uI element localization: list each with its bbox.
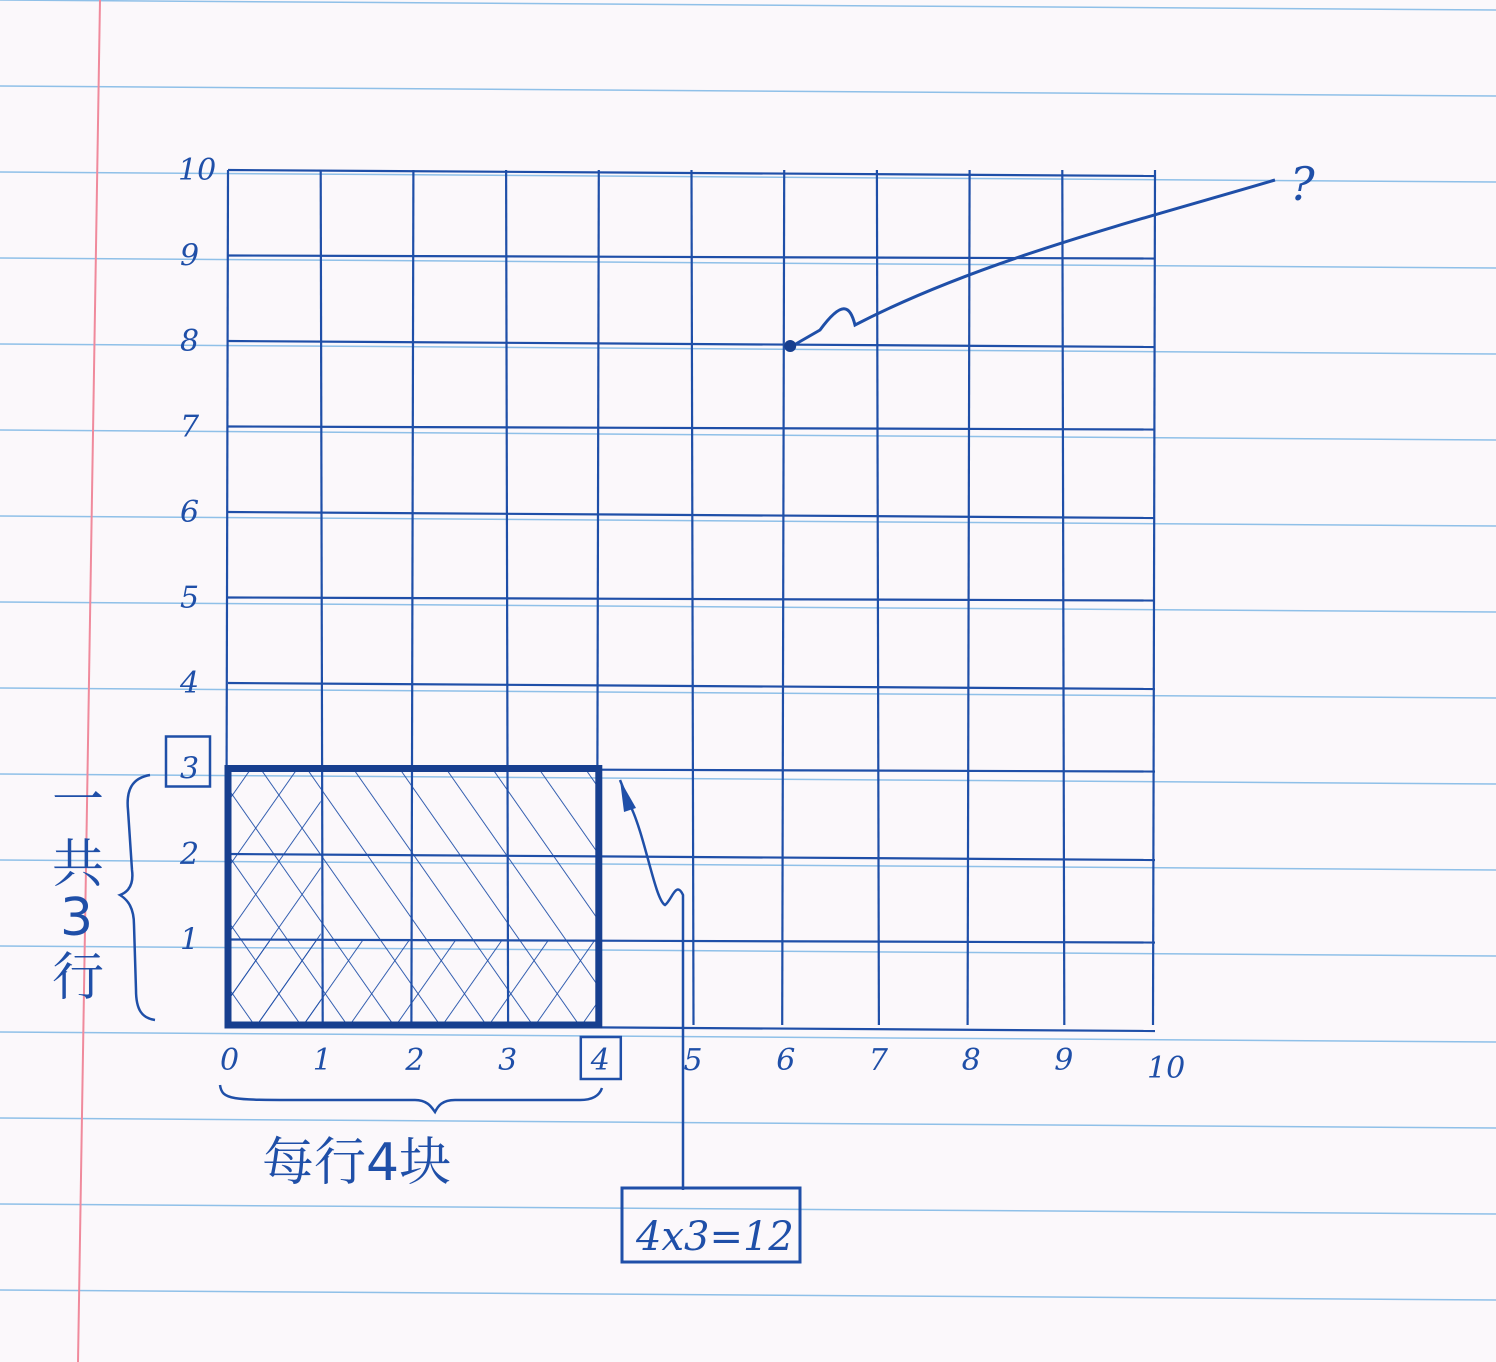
y-tick-label-1: 1: [180, 922, 200, 958]
y-tick-label-4: 4: [180, 666, 200, 701]
x-tick-label-9: 9: [1054, 1043, 1074, 1078]
total-rows-char-3: 3: [60, 888, 94, 948]
x-tick-label-1: 1: [312, 1043, 332, 1078]
y-tick-label-9: 9: [180, 238, 200, 274]
x-tick-label-8: 8: [961, 1043, 981, 1078]
hatched-region: [228, 769, 599, 1026]
total-rows-char-2: 共: [52, 835, 105, 895]
x-tick-label-2: 2: [405, 1043, 425, 1078]
total-rows-char-4: 行: [52, 948, 105, 1008]
hatch-layer-left-column: [228, 769, 321, 1026]
x-tick-label-5: 5: [683, 1043, 703, 1078]
y-tick-label-3: 3: [180, 751, 200, 787]
y-tick-label-5: 5: [180, 580, 200, 616]
x-tick-label-0: 0: [220, 1043, 240, 1078]
y-tick-label-8: 8: [180, 324, 200, 359]
equation-text: 4x3=12: [636, 1214, 794, 1260]
x-tick-label-3: 3: [498, 1043, 518, 1078]
x-tick-label-4: 4: [590, 1043, 610, 1078]
x-tick-label-6: 6: [776, 1043, 796, 1078]
total-rows-char-1: 一: [52, 771, 105, 831]
y-tick-label-10: 10: [178, 153, 217, 188]
y-tick-label-6: 6: [180, 495, 200, 530]
x-tick-label-7: 7: [868, 1043, 888, 1078]
y-tick-label-2: 2: [180, 837, 200, 872]
point-marker: [784, 340, 796, 352]
x-tick-label-10: 10: [1147, 1051, 1186, 1086]
y-tick-label-7: 7: [180, 409, 200, 445]
per-row-label: 每行4块: [262, 1133, 452, 1193]
question-mark: ?: [1290, 157, 1315, 211]
